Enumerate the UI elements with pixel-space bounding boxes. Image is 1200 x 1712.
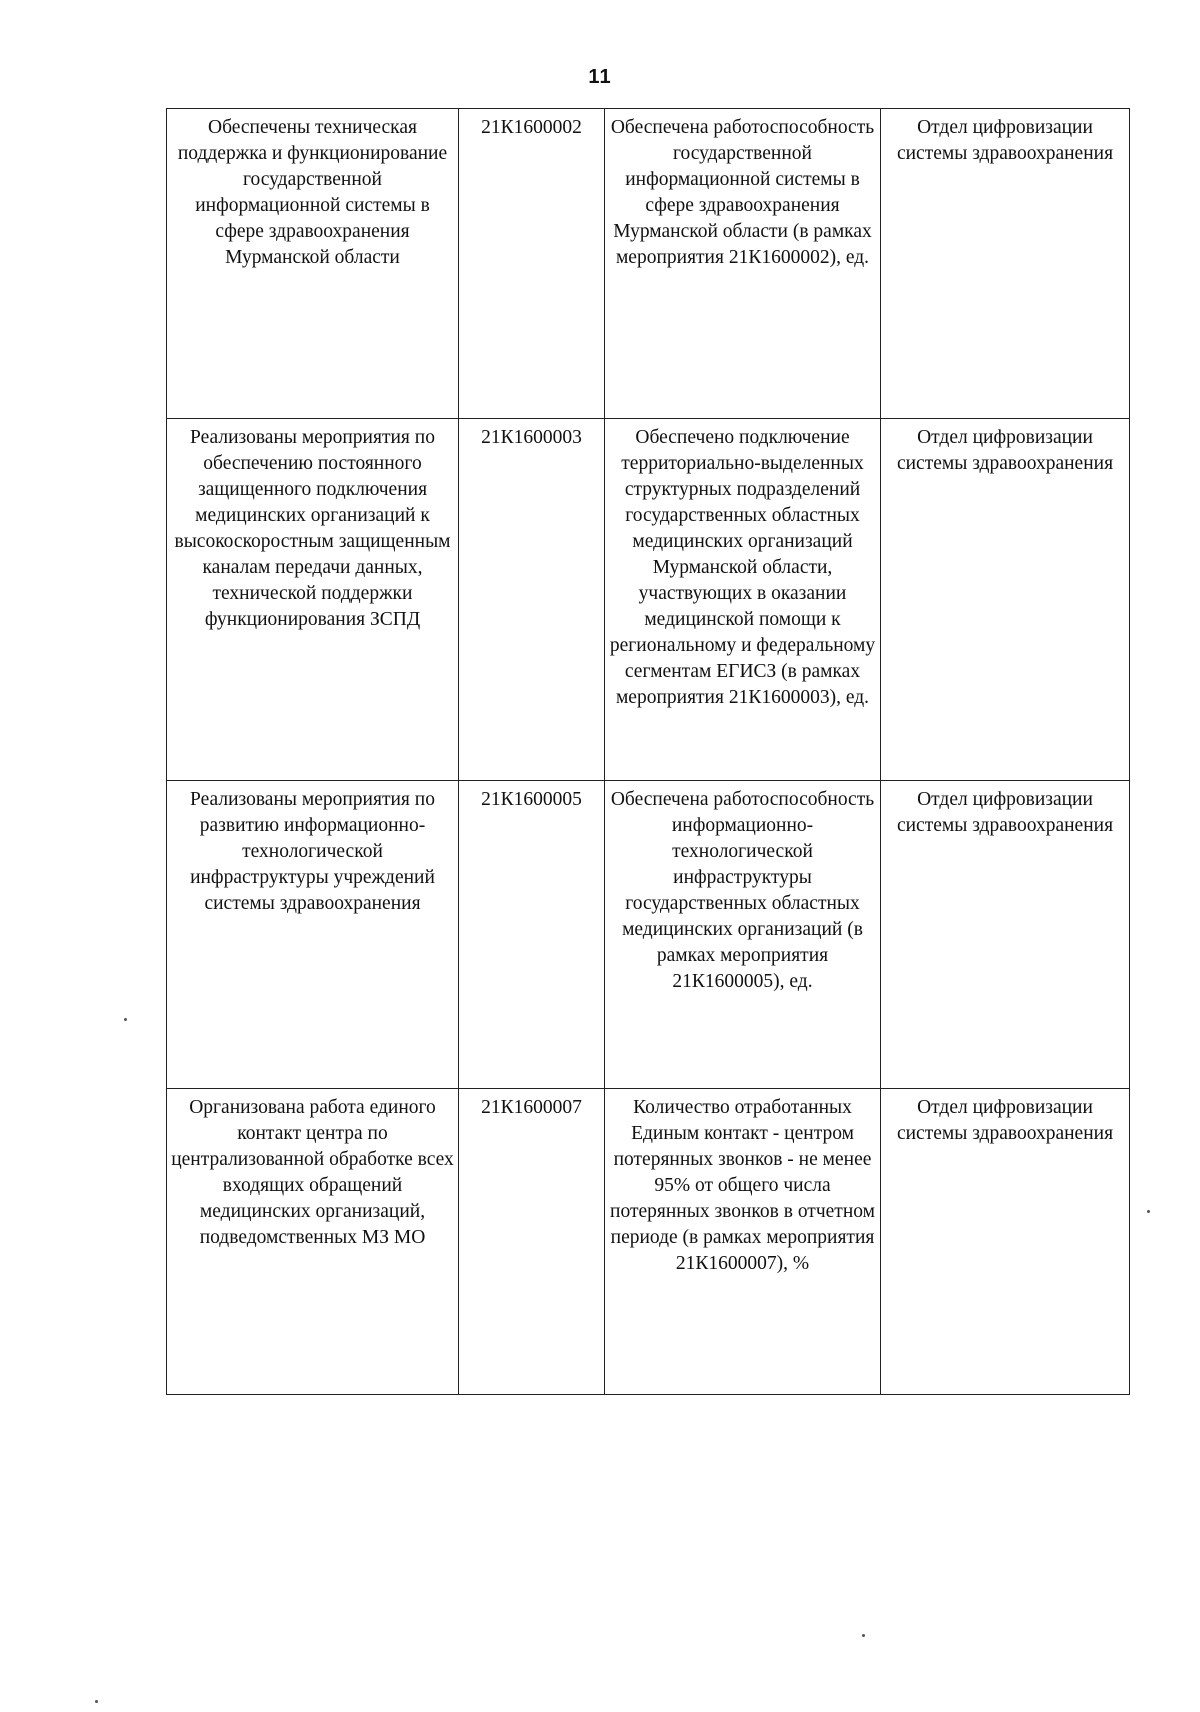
result-cell: Реализованы мероприятия по развитию информационно-технологической инфраструктуры учреждений системы здравоохранения bbox=[167, 781, 459, 1089]
scan-speck bbox=[862, 1634, 865, 1637]
result-cell: Организована работа единого контакт центра по централизованной обработке всех входящих обращений медицинских организаций, подведомственных МЗ МО bbox=[167, 1089, 459, 1395]
responsible-cell: Отдел цифровизации системы здравоохранения bbox=[881, 1089, 1130, 1395]
code-cell: 21К1600007 bbox=[459, 1089, 605, 1395]
result-cell: Обеспечены техническая поддержка и функционирование государственной информационной системы в сфере здравоохранения Мурманской области bbox=[167, 109, 459, 419]
table-row bbox=[167, 419, 1130, 781]
table-row bbox=[167, 1089, 1130, 1395]
table-row bbox=[167, 781, 1130, 1089]
scan-speck bbox=[124, 1018, 127, 1021]
scan-speck bbox=[1147, 1210, 1150, 1213]
scan-speck bbox=[95, 1700, 98, 1703]
responsible-cell: Отдел цифровизации системы здравоохранения bbox=[881, 109, 1130, 419]
code-cell: 21К1600002 bbox=[459, 109, 605, 419]
responsible-cell: Отдел цифровизации системы здравоохранения bbox=[881, 781, 1130, 1089]
code-cell: 21К1600005 bbox=[459, 781, 605, 1089]
code-cell: 21К1600003 bbox=[459, 419, 605, 781]
indicator-cell: Обеспечено подключение территориально-выделенных структурных подразделений государственных областных медицинских организаций Мурманской области, участвующих в оказании медицинской помощи к региональному и федеральному сегментам ЕГИСЗ (в рамках мероприятия 21К1600003), ед. bbox=[605, 419, 881, 781]
indicator-cell: Количество отработанных Единым контакт - центром потерянных звонков - не менее 95% от общего числа потерянных звонков в отчетном периоде (в рамках мероприятия 21К1600007), % bbox=[605, 1089, 881, 1395]
responsible-cell: Отдел цифровизации системы здравоохранения bbox=[881, 419, 1130, 781]
indicator-cell: Обеспечена работоспособность государственной информационной системы в сфере здравоохранения Мурманской области (в рамках мероприятия 21К1600002), ед. bbox=[605, 109, 881, 419]
indicator-cell: Обеспечена работоспособность информационно-технологической инфраструктуры государственных областных медицинских организаций (в рамках мероприятия 21К1600005), ед. bbox=[605, 781, 881, 1089]
table-row bbox=[167, 109, 1130, 419]
measures-table bbox=[166, 108, 1130, 1395]
page-number: 11 bbox=[588, 66, 612, 88]
result-cell: Реализованы мероприятия по обеспечению постоянного защищенного подключения медицинских организаций к высокоскоростным защищенным каналам передачи данных, технической поддержки функционирования ЗСПД bbox=[167, 419, 459, 781]
